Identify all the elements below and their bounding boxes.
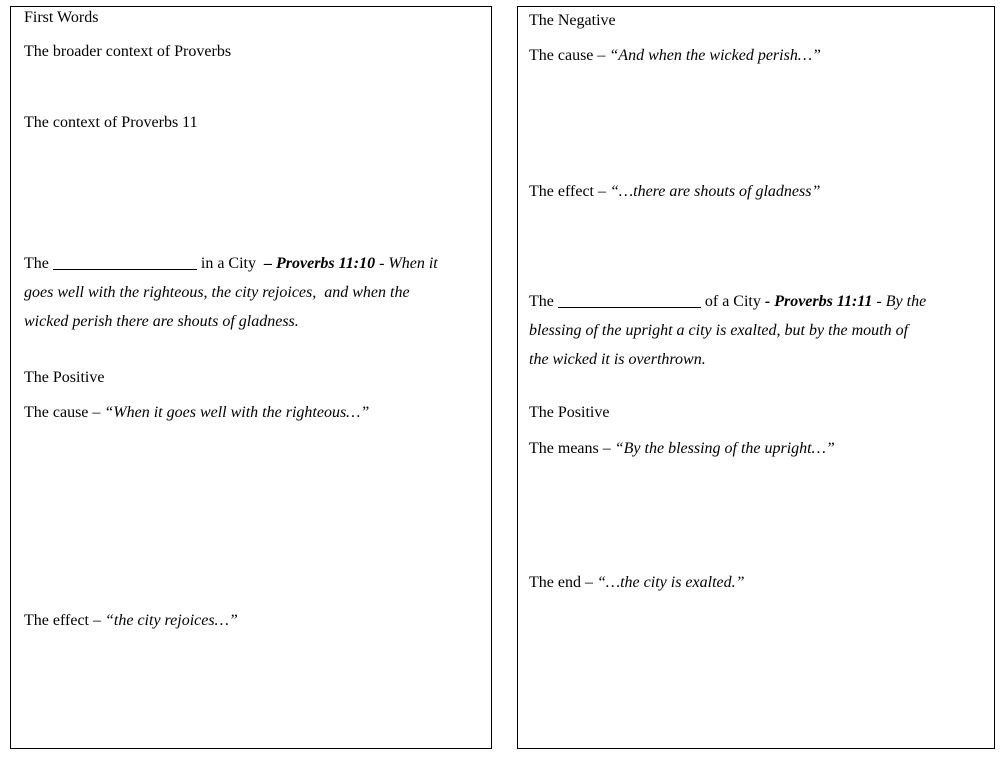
text-run: “By the blessing of the upright…” [614,440,835,457]
text-run: “the city rejoices…” [105,612,238,629]
text-run: – Proverbs 11:10 [263,255,376,272]
text-run: The [529,293,558,310]
text-run: “When it goes well with the righteous…” [104,404,370,421]
fill-in-blank [53,268,197,270]
text-run: “…the city is exalted.” [596,574,745,591]
fill-in-blank [558,306,701,308]
text-run: - Proverbs 11:11 [764,293,873,310]
line-title-the-negative: The Negative [529,12,616,29]
text-run: The cause – [529,47,610,64]
text-run: “…there are shouts of gladness” [610,183,821,200]
text-run: The [24,255,53,272]
text-run: - When it [375,255,438,272]
text-run: - By the [872,293,927,310]
text-run: The means – [529,440,615,457]
line-broader-context: The broader context of Proverbs [24,43,232,60]
text-run: The effect – [529,183,610,200]
text-run: blessing of the upright a city is exalted, but by the mouth of [529,322,909,339]
line-the-cause-left [24,403,481,423]
paragraph-proverbs-11-10 [24,249,481,336]
text-run: the wicked it is overthrown. [529,351,706,368]
text-run: The cause – [24,404,105,421]
text-run: The effect – [24,612,105,629]
text-run: “And when the wicked perish…” [609,47,821,64]
text-run: in a City [196,255,264,272]
paragraph-proverbs-11-11 [529,287,984,374]
line-the-positive-right: The Positive [529,404,610,421]
text-run: The end – [529,574,597,591]
line-the-cause-right [529,46,984,66]
line-the-effect-right [529,182,984,202]
line-the-effect-left [24,611,481,631]
text-run: wicked perish there are shouts of gladness. [24,313,299,330]
text-run: of a City [700,293,765,310]
slide-panel-the-negative [517,6,995,749]
line-title-first-words: First Words [24,9,99,26]
line-the-positive-left: The Positive [24,369,105,386]
line-the-means [529,439,984,459]
line-the-end [529,573,984,593]
slide-panel-first-words [10,6,492,749]
line-context-proverbs-11: The context of Proverbs 11 [24,114,198,131]
text-run: goes well with the righteous, the city rejoices, and when the [24,284,410,301]
